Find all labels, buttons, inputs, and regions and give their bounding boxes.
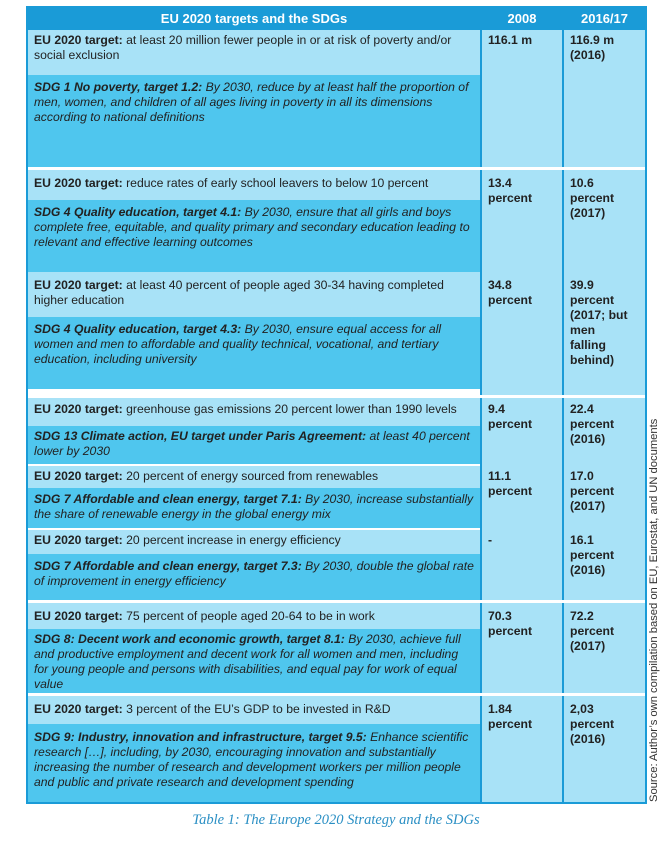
values-2016-climate-energy <box>564 398 645 600</box>
value-2008-higher-education: 34.8 percent <box>488 278 533 307</box>
eu-target-higher-education: EU 2020 target: at least 40 percent of people aged 30-34 having completed higher education <box>28 272 480 317</box>
eu2020-sdg-table <box>26 6 647 804</box>
sdg-target-1-2: SDG 1 No poverty, target 1.2: By 2030, reduce by at least half the proportion of men, women, and children of all ages living in poverty in all its dimensions according to national definitions <box>28 75 480 167</box>
table-caption: Table 1: The Europe 2020 Strategy and the SDGs <box>192 812 480 828</box>
value-2008-ghg: 9.4 percent <box>488 402 533 431</box>
header-2008: 2008 <box>482 8 562 30</box>
value-2016-research: 2,03 percent (2016) <box>564 696 645 802</box>
value-2016-ghg: 22.4 percent (2016) <box>570 402 615 446</box>
eu-target-ghg: EU 2020 target: greenhouse gas emissions 20 percent lower than 1990 levels <box>28 398 480 426</box>
header-2016-17: 2016/17 <box>564 8 645 30</box>
values-2016-education <box>564 170 645 395</box>
eu-target-efficiency: EU 2020 target: 20 percent increase in energy efficiency <box>28 530 480 554</box>
header-targets: EU 2020 targets and the SDGs <box>28 8 480 30</box>
value-2016-poverty: 116.9 m (2016) <box>564 30 645 167</box>
sdg-target-7-3: SDG 7 Affordable and clean energy, target 7.3: By 2030, double the global rate of improvement in energy efficiency <box>28 554 480 600</box>
sdg-target-8-1: SDG 8: Decent work and economic growth, target 8.1: By 2030, achieve full and productive employment and decent work for all women and men, including for young people and persons with disabilities, and equal pay for work of equal value <box>28 629 480 693</box>
eu-target-renewables: EU 2020 target: 20 percent of energy sourced from renewables <box>28 466 480 488</box>
value-2016-early-school: 10.6 percent (2017) <box>570 176 615 220</box>
target-cell-research <box>28 696 480 802</box>
values-2008-education <box>482 170 562 395</box>
value-2016-higher-education: 39.9 percent (2017; but men falling behind) <box>570 278 628 367</box>
sdg-target-7-1: SDG 7 Affordable and clean energy, target 7.1: By 2030, increase substantially the share of renewable energy in the global energy mix <box>28 488 480 528</box>
sdg-target-4-3: SDG 4 Quality education, target 4.3: By 2030, ensure equal access for all women and men to affordable and quality technical, vocational, and tertiary education, including university <box>28 317 480 389</box>
sdg-target-4-1: SDG 4 Quality education, target 4.1: By 2030, ensure that all girls and boys complete free, equitable, and quality primary and secondary education leading to relevant and effective learning outcomes <box>28 200 480 272</box>
sdg-target-13: SDG 13 Climate action, EU target under Paris Agreement: at least 40 percent lower by 2030 <box>28 426 480 464</box>
value-2008-early-school: 13.4 percent <box>488 176 533 205</box>
eu-target-employment: EU 2020 target: 75 percent of people aged 20-64 to be in work <box>28 603 480 629</box>
target-cell-climate-energy <box>28 398 480 600</box>
target-cell-education <box>28 170 480 395</box>
value-2008-renewables: 11.1 percent <box>488 469 533 498</box>
value-2008-poverty: 116.1 m <box>482 30 562 167</box>
value-2008-efficiency: - <box>488 533 493 547</box>
source-note: Source: Author’s own compilation based on EU, Eurostat, and UN documents <box>648 418 660 802</box>
values-2008-climate-energy <box>482 398 562 600</box>
value-2008-employment: 70.3 percent <box>482 603 562 693</box>
value-2008-research: 1.84 percent <box>482 696 562 802</box>
value-2016-efficiency: 16.1 percent (2016) <box>570 533 615 577</box>
target-cell-poverty <box>28 30 480 167</box>
target-cell-employment <box>28 603 480 693</box>
eu-target-early-school: EU 2020 target: reduce rates of early school leavers to below 10 percent <box>28 170 480 200</box>
eu-target-poverty: EU 2020 target: at least 20 million fewer people in or at risk of poverty and/or social exclusion <box>28 30 480 75</box>
sdg-target-9-5: SDG 9: Industry, innovation and infrastructure, target 9.5: Enhance scientific research […], including, by 2030, encouraging innovation and substantially increasing the number of research and development workers per million people and public and private research and development spending <box>28 724 480 802</box>
value-2016-renewables: 17.0 percent (2017) <box>570 469 615 513</box>
value-2016-employment: 72.2 percent (2017) <box>564 603 645 693</box>
eu-target-research: EU 2020 target: 3 percent of the EU’s GDP to be invested in R&D <box>28 696 480 724</box>
